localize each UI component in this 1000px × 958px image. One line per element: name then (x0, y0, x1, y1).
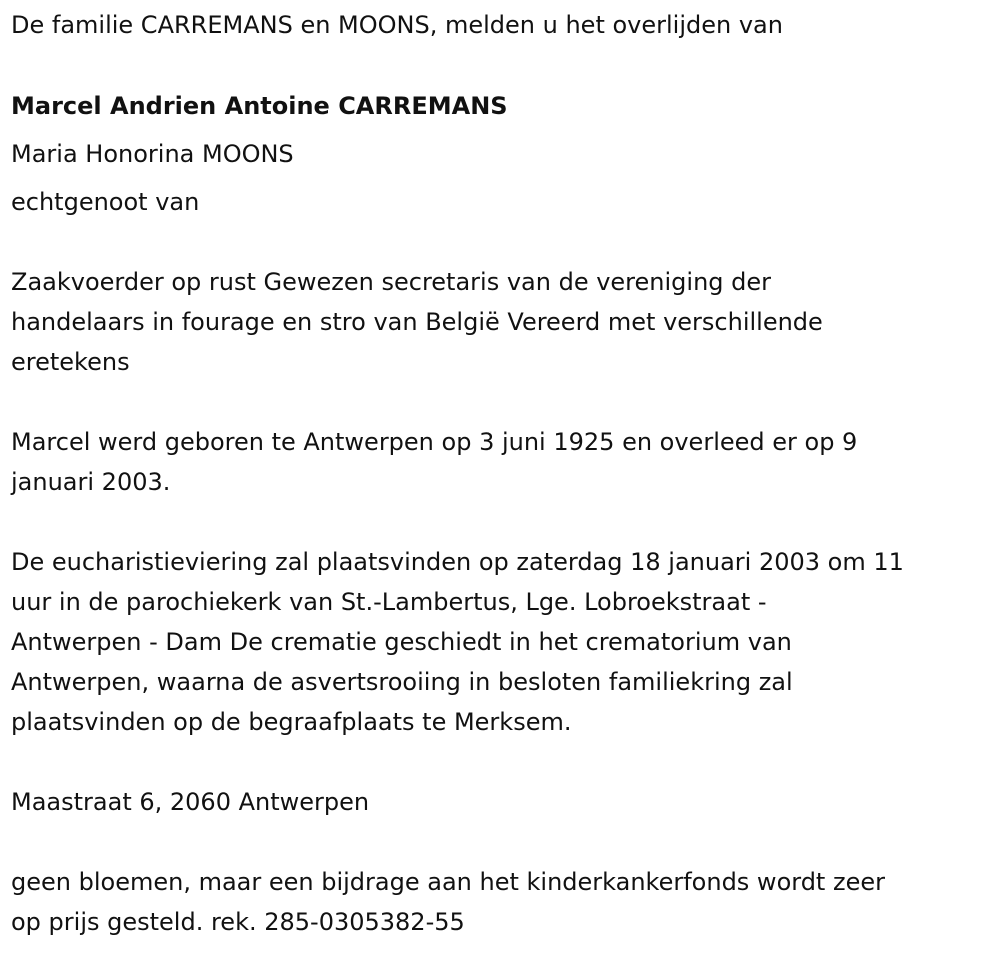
ceremony-line-1: De eucharistieviering zal plaatsvinden op zaterdag 18 januari 2003 om 11 (11, 548, 904, 576)
spouse-name: Maria Honorina MOONS (11, 140, 294, 168)
address-text: Maastraat 6, 2060 Antwerpen (11, 788, 370, 816)
donation-line-2: op prijs gesteld. rek. 285-0305382-55 (11, 908, 465, 936)
intro-text: De familie CARREMANS en MOONS, melden u het overlijden van (11, 11, 783, 39)
career-line-3: eretekens (11, 348, 130, 376)
birth-death-line-1: Marcel werd geboren te Antwerpen op 3 juni 1925 en overleed er op 9 (11, 428, 858, 456)
deceased-name: Marcel Andrien Antoine CARREMANS (11, 92, 508, 120)
ceremony-line-2: uur in de parochiekerk van St.-Lambertus, Lge. Lobroekstraat - (11, 588, 767, 616)
birth-death-line-2: januari 2003. (11, 468, 171, 496)
ceremony-line-5: plaatsvinden op de begraafplaats te Merksem. (11, 708, 572, 736)
ceremony-line-4: Antwerpen, waarna de asvertsrooiing in besloten familiekring zal (11, 668, 793, 696)
relation-text: echtgenoot van (11, 188, 200, 216)
donation-line-1: geen bloemen, maar een bijdrage aan het kinderkankerfonds wordt zeer (11, 868, 885, 896)
ceremony-line-3: Antwerpen - Dam De crematie geschiedt in het crematorium van (11, 628, 792, 656)
career-line-1: Zaakvoerder op rust Gewezen secretaris van de vereniging der (11, 268, 772, 296)
career-line-2: handelaars in fourage en stro van België Vereerd met verschillende (11, 308, 823, 336)
